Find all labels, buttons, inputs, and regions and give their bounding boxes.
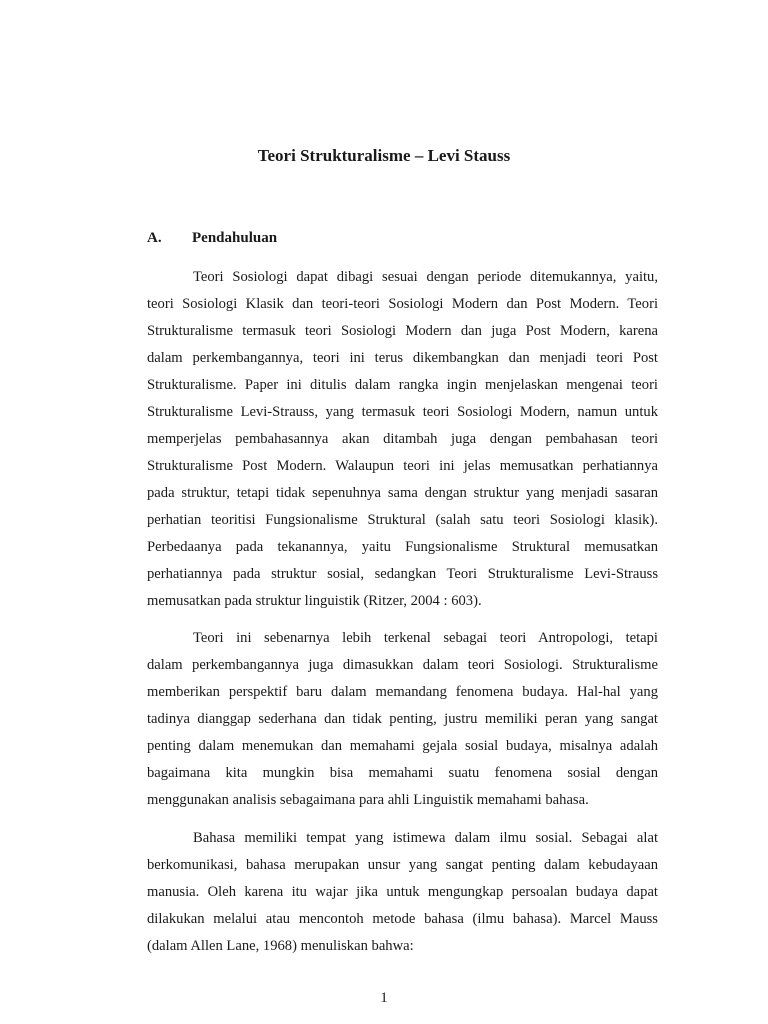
paragraph-line: teori Sosiologi Klasik dan teori-teori Sosiologi Modern dan Post Modern. Teori [147,296,658,312]
page-number: 1 [380,990,388,1006]
paragraph-3 [147,825,658,960]
paragraph-1 [147,264,658,615]
paragraph-line: Strukturalisme Levi-Strauss, yang termasuk teori Sosiologi Modern, namun untuk [147,404,658,420]
paragraph-line: dalam perkembangannya juga dimasukkan dalam teori Sosiologi. Strukturalisme [147,657,658,673]
document-title: Teori Strukturalisme – Levi Stauss [257,146,511,165]
section-heading [147,230,277,247]
paragraph-line: memperjelas pembahasannya akan ditambah juga dengan pembahasan teori [147,431,658,447]
paragraph-line: penting dalam menemukan dan memahami gejala sosial budaya, misalnya adalah [147,738,658,754]
paragraph-line: pada struktur, tetapi tidak sepenuhnya sama dengan struktur yang menjadi sasaran [147,485,658,501]
paragraph-line: perhatiannya pada struktur sosial, sedangkan Teori Strukturalisme Levi-Strauss [147,566,658,582]
paragraph-line: memusatkan pada struktur linguistik (Ritzer, 2004 : 603). [147,593,482,609]
paragraph-line: dalam perkembangannya, teori ini terus dikembangkan dan menjadi teori Post [147,350,658,366]
paragraph-line: menggunakan analisis sebagaimana para ahli Linguistik memahami bahasa. [147,792,589,808]
paragraph-line: memberikan perspektif baru dalam memandang fenomena budaya. Hal-hal yang [147,684,658,700]
paragraph-line: dilakukan melalui atau mencontoh metode bahasa (ilmu bahasa). Marcel Mauss [147,911,658,927]
paragraph-line: Strukturalisme. Paper ini ditulis dalam rangka ingin menjelaskan mengenai teori [147,377,658,393]
paragraph-line: bagaimana kita mungkin bisa memahami suatu fenomena sosial dengan [147,765,658,781]
paragraph-line: berkomunikasi, bahasa merupakan unsur yang sangat penting dalam kebudayaan [147,857,658,873]
section-number: A. [147,230,162,246]
paragraph-2 [147,625,658,814]
paragraph-line: Strukturalisme termasuk teori Sosiologi Modern dan juga Post Modern, karena [147,323,658,339]
paragraph-line: (dalam Allen Lane, 1968) menuliskan bahwa: [147,938,414,954]
paragraph-line: Bahasa memiliki tempat yang istimewa dalam ilmu sosial. Sebagai alat [193,830,658,846]
paragraph-line: tadinya dianggap sederhana dan tidak penting, justru memiliki peran yang sangat [147,711,658,727]
paragraph-line: perhatian teoritisi Fungsionalisme Struktural (salah satu teori Sosiologi klasik). [147,512,658,528]
paragraph-line: Strukturalisme Post Modern. Walaupun teori ini jelas memusatkan perhatiannya [147,458,658,474]
paragraph-line: manusia. Oleh karena itu wajar jika untuk mengungkap persoalan budaya dapat [147,884,658,900]
paragraph-line: Teori ini sebenarnya lebih terkenal sebagai teori Antropologi, tetapi [193,630,658,646]
paragraph-line: Perbedaanya pada tekanannya, yaitu Fungsionalisme Struktural memusatkan [147,539,658,555]
section-title: Pendahuluan [192,230,278,246]
paragraph-line: Teori Sosiologi dapat dibagi sesuai dengan periode ditemukannya, yaitu, [193,269,658,285]
